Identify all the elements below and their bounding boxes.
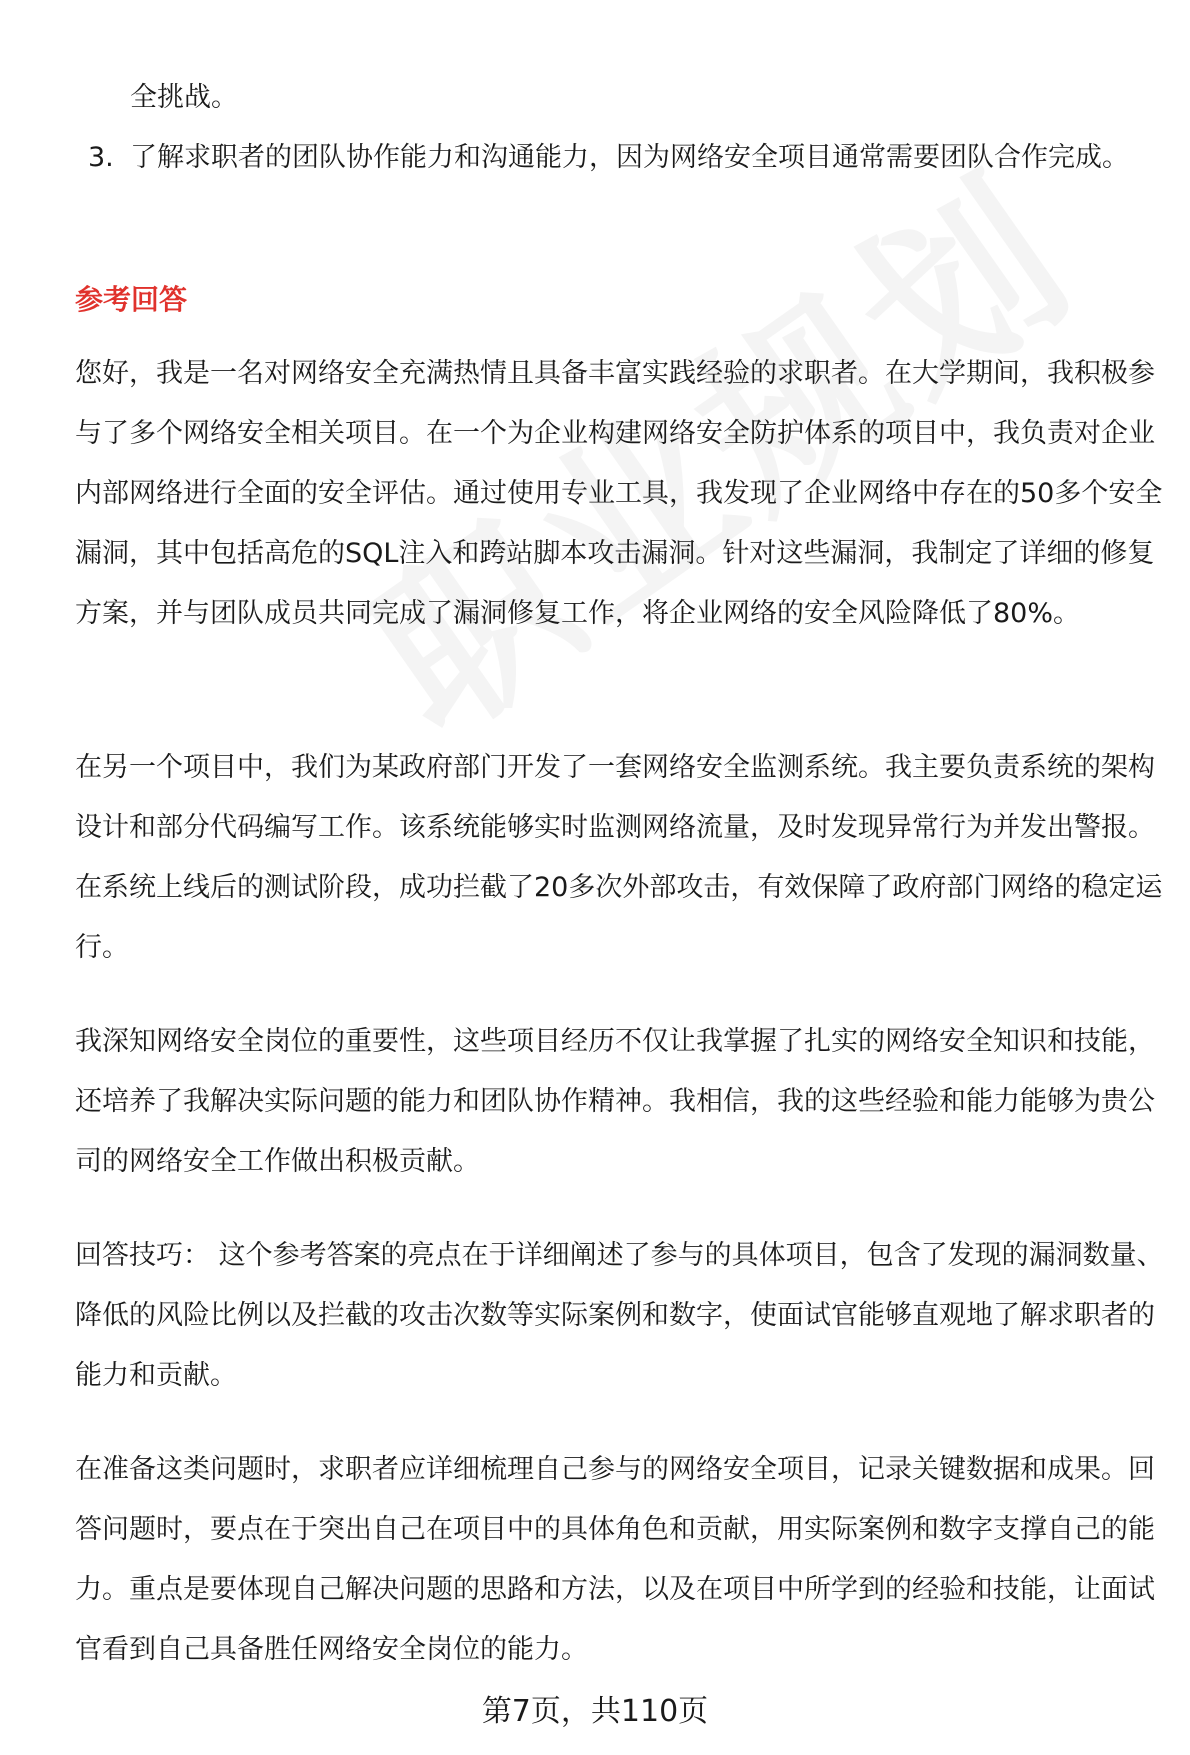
- paragraph-answer-project: 在另一个项目中，我们为某政府部门开发了一套网络安全监测系统。我主要负责系统的架构设计和部分代码编写工作。该系统能够实时监测网络流量，及时发现异常行为并发出警报。在系统上线后的测试阶段，成功拦截了20多次外部攻击，有效保障了政府部门网络的稳定运行。: [75, 752, 1163, 963]
- paragraph-answer-tips: 回答技巧： 这个参考答案的亮点在于详细阐述了参与的具体项目，包含了发现的漏洞数量、降低的风险比例以及拦截的攻击次数等实际案例和数字，使面试官能够直观地了解求职者的能力和贡献。: [75, 1240, 1164, 1391]
- paragraph-preparation-advice: 在准备这类问题时，求职者应详细梳理自己参与的网络安全项目，记录关键数据和成果。回答问题时，要点在于突出自己在项目中的具体角色和贡献，用实际案例和数字支撑自己的能力。重点是要体现自己解决问题的思路和方法，以及在项目中所学到的经验和技能，让面试官看到自己具备胜任网络安全岗位的能力。: [75, 1454, 1155, 1665]
- list-item-continuation: 全挑战。: [130, 82, 238, 113]
- list-item-text: 了解求职者的团队协作能力和沟通能力，因为网络安全项目通常需要团队合作完成。: [130, 142, 1129, 173]
- paragraph-answer-closing: 我深知网络安全岗位的重要性，这些项目经历不仅让我掌握了扎实的网络安全知识和技能，还培养了我解决实际问题的能力和团队协作精神。我相信，我的这些经验和能力能够为贵公司的网络安全工作做出积极贡献。: [75, 1026, 1155, 1177]
- list-item: [88, 128, 1168, 188]
- section-heading: 参考回答: [75, 283, 188, 316]
- paragraph-answer-intro: 您好，我是一名对网络安全充满热情且具备丰富实践经验的求职者。在大学期间，我积极参与了多个网络安全相关项目。在一个为企业构建网络安全防护体系的项目中，我负责对企业内部网络进行全面的安全评估。通过使用专业工具，我发现了企业网络中存在的50多个安全漏洞，其中包括高危的SQL注入和跨站脚本攻击漏洞。针对这些漏洞，我制定了详细的修复方案，并与团队成员共同完成了漏洞修复工作，将企业网络的安全风险降低了80%。: [75, 358, 1163, 629]
- page-number-footer: 第7页，共110页: [481, 1694, 709, 1729]
- list-item-number: 3.: [88, 142, 114, 173]
